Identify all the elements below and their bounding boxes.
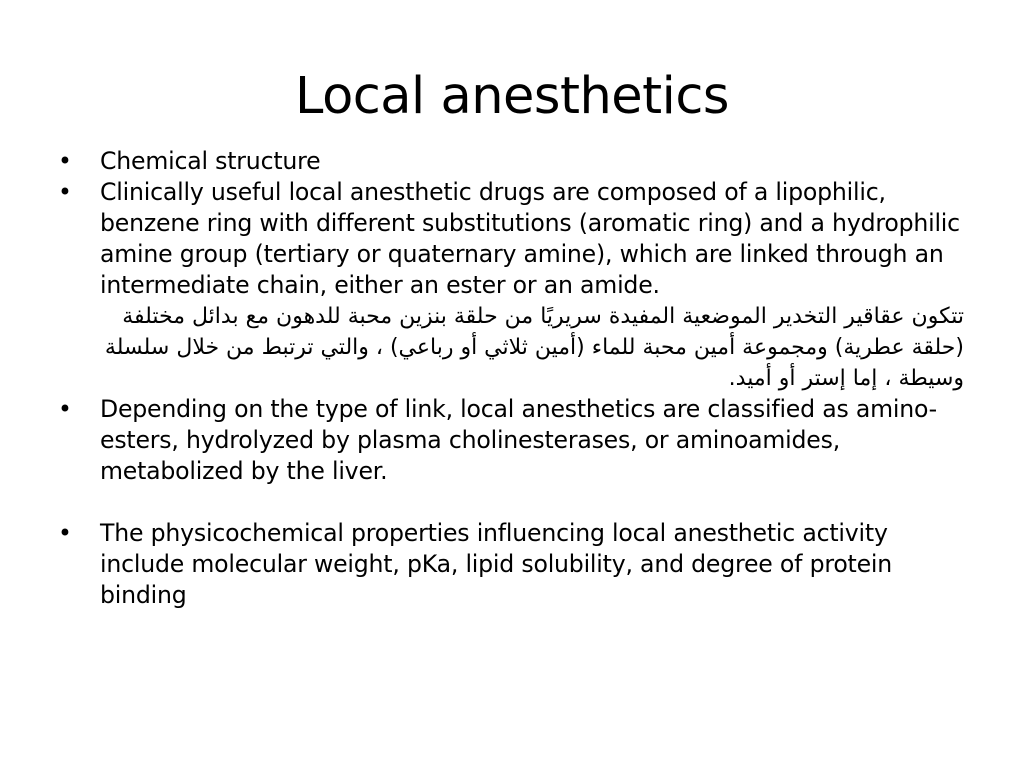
bullet-icon: • [58,147,72,175]
arabic-paragraph: تتكون عقاقير التخدير الموضعية المفيدة سريريًا من حلقة بنزين محبة للدهون مع بدائل مختلفة (حلقة عطرية) ومجموعة أمين محبة للماء (أمين ثلاثي أو رباعي) ، والتي ترتبط من خلال سلسلة وسيطة ، إما إستر أو أميد. [104,304,964,391]
bullet-item [58,394,970,487]
bullet-icon: • [58,178,72,206]
bullet-item [58,177,970,301]
bullet-icon: • [58,395,72,423]
bullet-item [58,518,970,611]
bullet-icon: • [58,519,72,547]
slide-body [58,146,970,611]
slide-title: Local anesthetics [295,67,729,126]
bullet-text: The physicochemical properties influencing local anesthetic activity include molecular weight, pKa, lipid solubility, and degree of protein binding [100,519,893,609]
bullet-item [58,146,970,177]
bullet-text: Depending on the type of link, local anesthetics are classified as amino-esters, hydrolyzed by plasma cholinesterases, or aminoamides, metabolized by the liver. [100,395,937,485]
bullet-text: Chemical structure [100,147,321,175]
bullet-text: Clinically useful local anesthetic drugs are composed of a lipophilic, benzene ring with different substitutions (aromatic ring) and a hydrophilic amine group (tertiary or quaternary amine), which are linked through an intermediate chain, either an ester or an amide. [100,178,960,299]
